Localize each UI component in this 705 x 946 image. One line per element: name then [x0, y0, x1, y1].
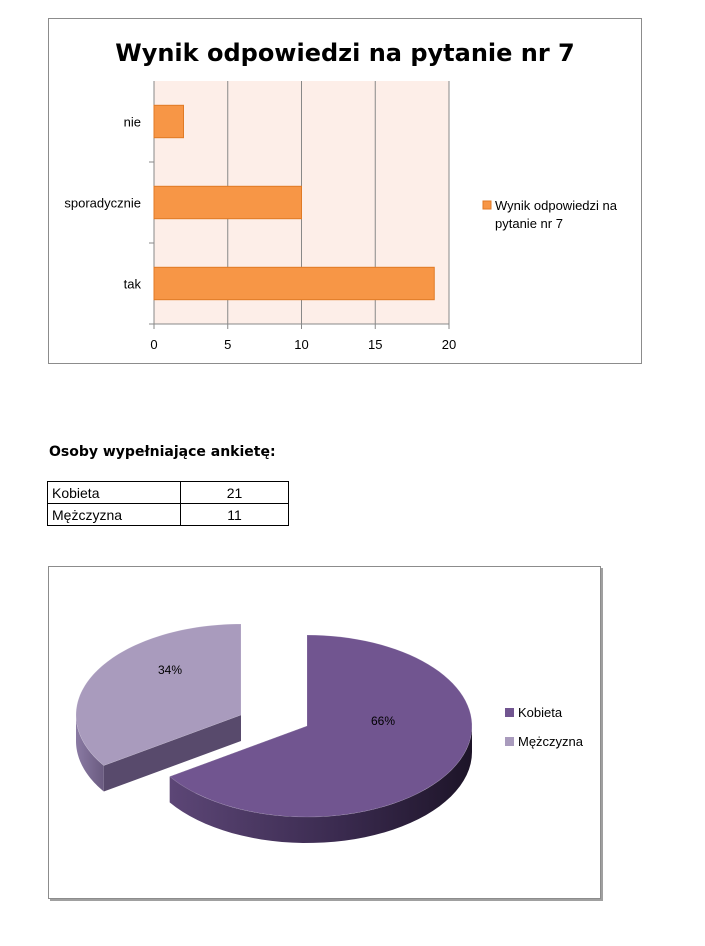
bar — [154, 105, 184, 137]
bar — [154, 186, 302, 218]
chart-title: Wynik odpowiedzi na pytanie nr 7 — [115, 39, 575, 67]
table-row — [48, 504, 289, 526]
category-label: tak — [123, 276, 141, 292]
x-tick-label: 15 — [368, 337, 383, 352]
table-cell-label: Kobieta — [48, 482, 181, 504]
bar-chart-frame — [48, 18, 642, 364]
table-cell-value: 21 — [181, 482, 289, 504]
category-label: sporadycznie — [64, 195, 141, 211]
legend-label: Kobieta — [518, 705, 563, 720]
bar-chart — [49, 19, 641, 363]
table-cell-value: 11 — [181, 504, 289, 526]
section-heading: Osoby wypełniające ankietę: — [49, 444, 276, 460]
x-tick-label: 0 — [150, 337, 158, 352]
data-label: 34% — [157, 663, 183, 677]
legend-swatch — [505, 737, 514, 746]
table-row — [48, 482, 289, 504]
data-label: 66% — [370, 714, 396, 728]
pie-chart — [49, 567, 600, 898]
legend-label: Wynik odpowiedzi na pytanie nr 7 — [495, 198, 618, 231]
pie-chart-frame — [48, 566, 601, 899]
category-label: nie — [123, 114, 141, 130]
x-tick-label: 5 — [224, 337, 232, 352]
legend-label: Mężczyzna — [518, 734, 584, 749]
respondents-table — [47, 481, 289, 526]
x-tick-label: 20 — [441, 337, 457, 352]
table-cell-label: Mężczyzna — [48, 504, 181, 526]
bar — [154, 267, 434, 299]
legend-swatch — [483, 201, 491, 209]
legend-swatch — [505, 708, 514, 717]
x-tick-label: 10 — [294, 337, 309, 352]
